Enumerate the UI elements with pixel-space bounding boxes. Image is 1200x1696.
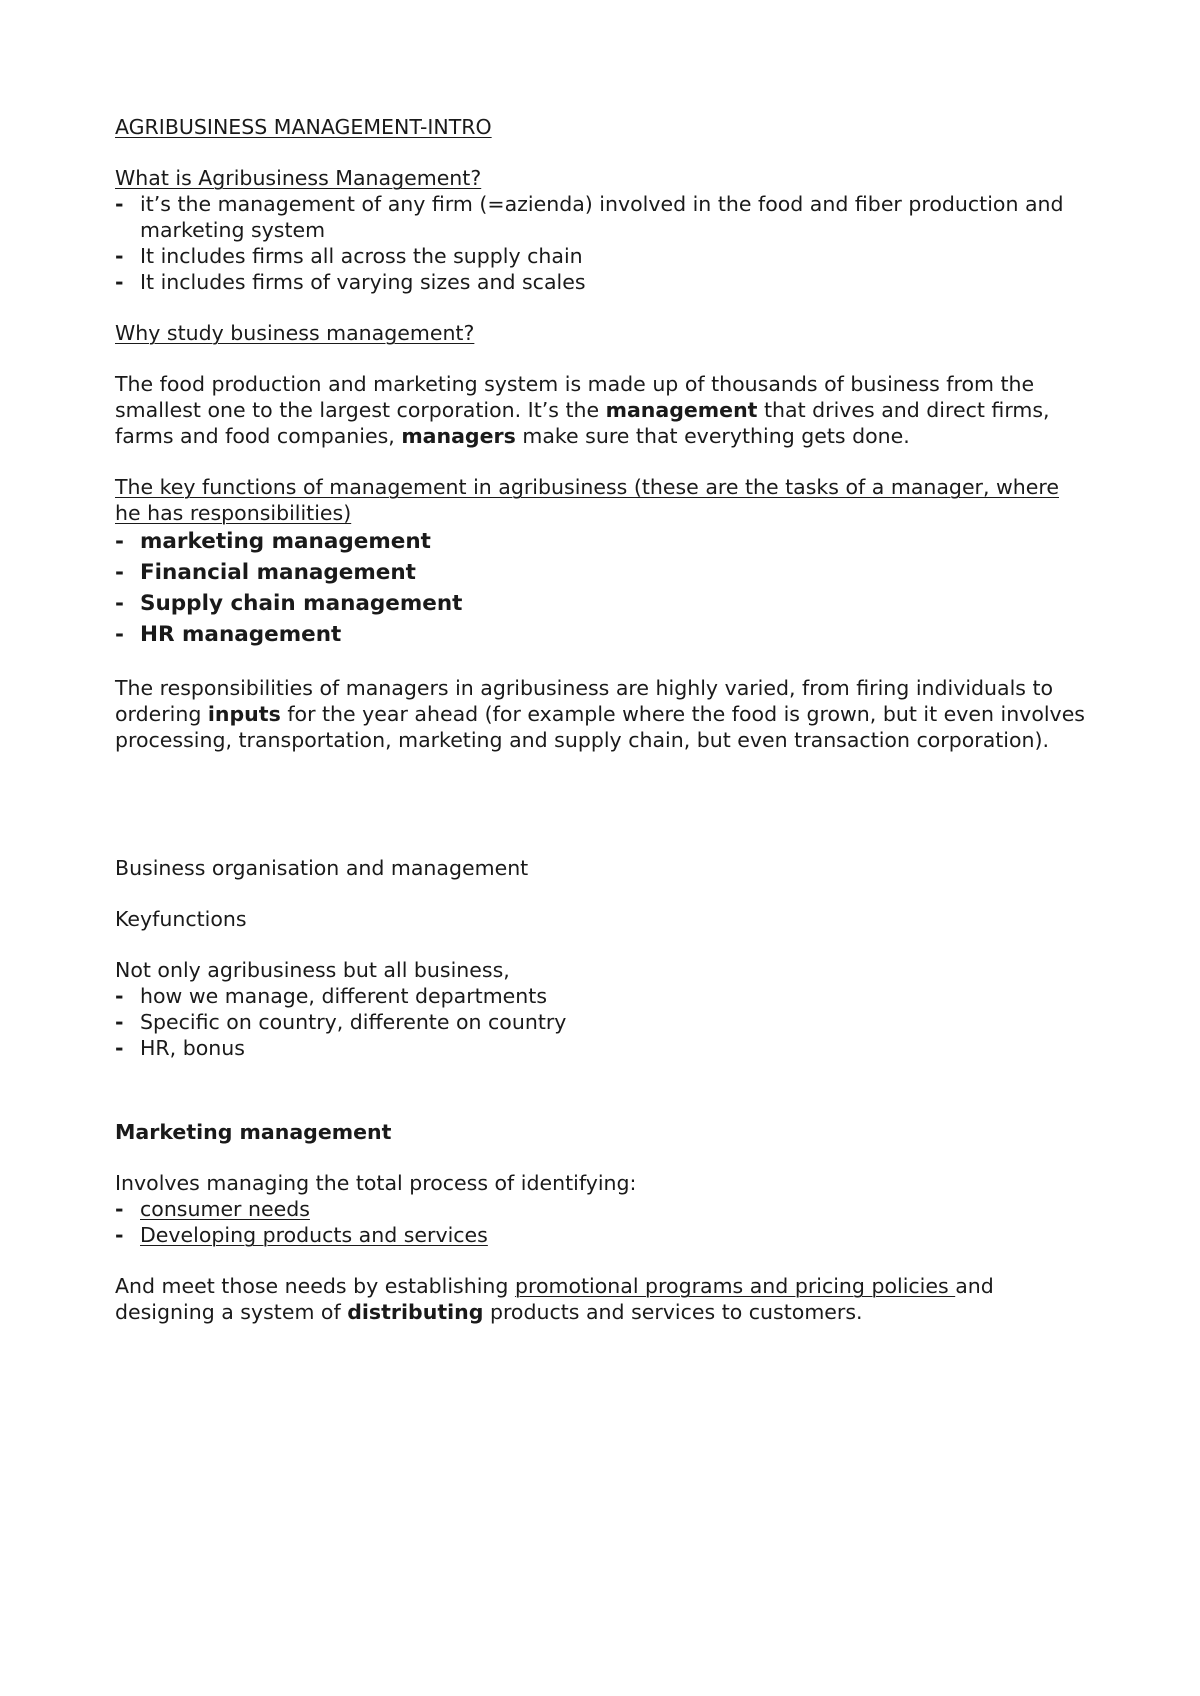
underlined-text: promotional programs and pricing policies: [514, 1274, 956, 1298]
text-run: and designing a system of: [115, 1274, 994, 1324]
business-notes-list: [115, 983, 1085, 1061]
underlined-text: consumer needs: [140, 1197, 310, 1221]
paragraph-food-system: [115, 371, 1085, 449]
key-functions-heading: The key functions of management in agribusiness (these are the tasks of a manager, where he has responsibilities): [115, 475, 1059, 525]
text-run: The food production and marketing system is made up of thousands of business from the smallest one to the largest corporation. It’s the: [115, 372, 1035, 422]
bold-term: distributing: [347, 1300, 484, 1324]
marketing-list: [115, 1196, 1085, 1248]
definition-list: [115, 191, 1085, 295]
key-functions-list: [115, 526, 1085, 650]
text-run: And meet those needs by establishing: [115, 1274, 515, 1298]
list-item: - HR, bonus: [115, 1035, 1085, 1061]
question-why-study: Why study business management?: [115, 321, 475, 345]
list-item: - how we manage, different departments: [115, 983, 1085, 1009]
paragraph-responsibilities: [115, 675, 1085, 753]
text-run: The responsibilities of managers in agribusiness are highly varied, from firing individuals to ordering: [115, 676, 1054, 726]
underlined-text: Developing products and services: [140, 1223, 488, 1247]
list-item: - Specific on country, differente on country: [115, 1009, 1085, 1035]
text-run: make sure that everything gets done.: [515, 424, 910, 448]
list-item: - it’s the management of any firm (=azienda) involved in the food and fiber production and marketing system: [115, 191, 1085, 243]
list-item: - It includes firms all across the supply chain: [115, 243, 1085, 269]
marketing-management-heading: Marketing management: [115, 1120, 392, 1144]
document-body: [115, 114, 1085, 1325]
list-item: - It includes firms of varying sizes and scales: [115, 269, 1085, 295]
list-item: - HR management: [115, 619, 1085, 650]
question-what-is: What is Agribusiness Management?: [115, 166, 482, 190]
document-title: AGRIBUSINESS MANAGEMENT-INTRO: [115, 115, 492, 139]
list-item: - marketing management: [115, 526, 1085, 557]
list-item: - Supply chain management: [115, 588, 1085, 619]
business-organisation-line: Business organisation and management: [115, 856, 529, 880]
text-run: that drives and direct firms, farms and food companies,: [115, 398, 1050, 448]
not-only-line: Not only agribusiness but all business,: [115, 958, 510, 982]
text-run: for the year ahead (for example where the food is grown, but it even involves processing, transportation, marketing and supply chain, but even transaction corporation).: [115, 702, 1085, 752]
bold-term: inputs: [207, 702, 281, 726]
marketing-intro: Involves managing the total process of identifying:: [115, 1171, 637, 1195]
bold-term: management: [605, 398, 758, 422]
list-item: [115, 1222, 1085, 1248]
text-run: products and services to customers.: [483, 1300, 863, 1324]
list-item: - Financial management: [115, 557, 1085, 588]
bold-term: managers: [401, 424, 516, 448]
list-item: [115, 1196, 1085, 1222]
paragraph-marketing: [115, 1273, 1085, 1325]
keyfunctions-line: Keyfunctions: [115, 907, 247, 931]
